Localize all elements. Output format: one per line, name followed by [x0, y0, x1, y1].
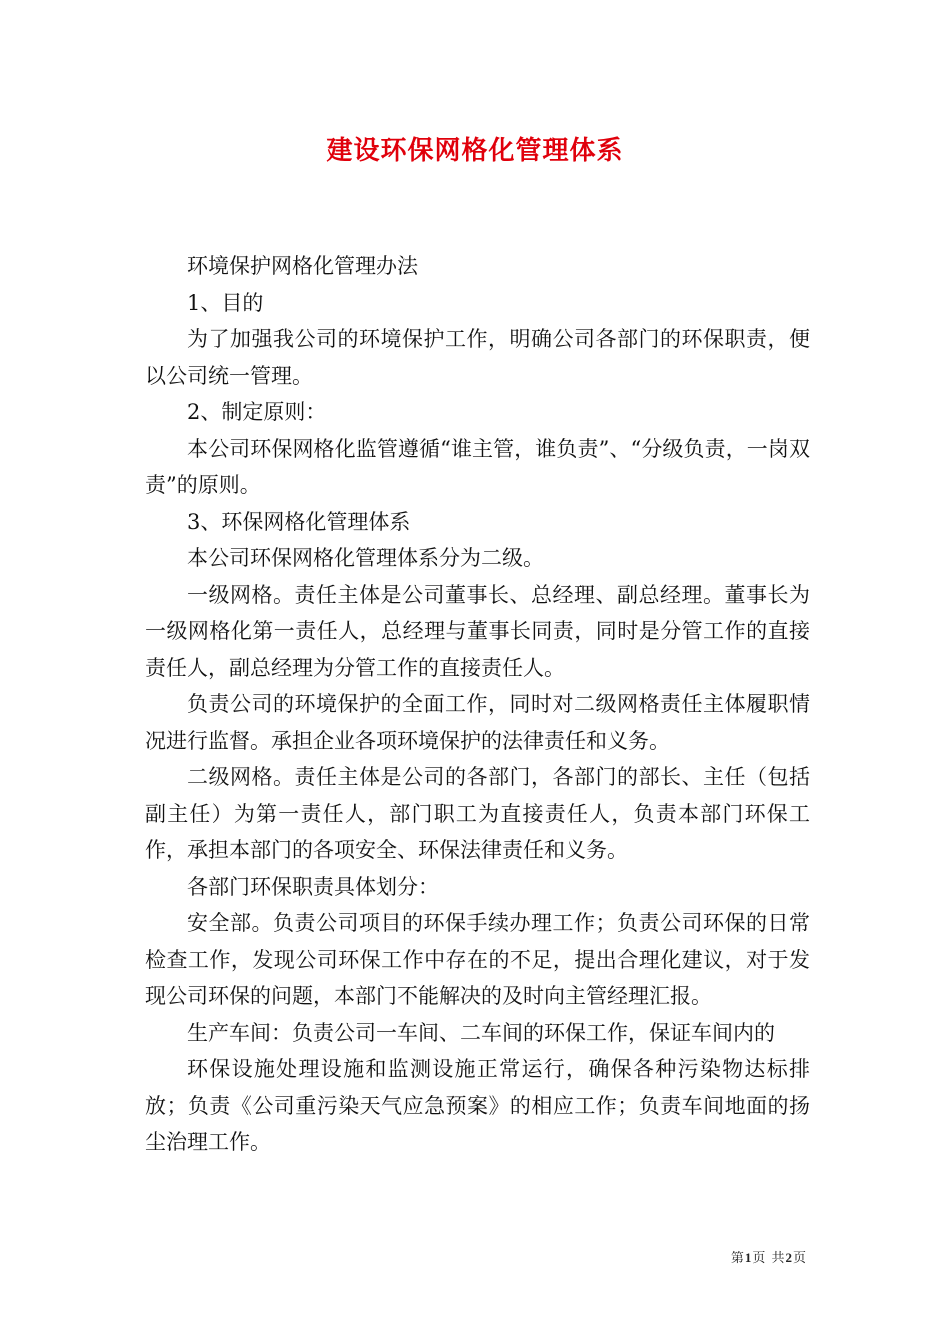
page-footer	[731, 1247, 807, 1266]
paragraph-division-heading: 各部门环保职责具体划分：	[187, 874, 439, 899]
document-title: 建设环保网格化管理体系	[326, 136, 624, 166]
footer-page-number: 1	[744, 1250, 753, 1265]
footer-prefix: 第	[730, 1251, 745, 1266]
paragraph-workshop: 生产车间：负责公司一车间、二车间的环保工作，保证车间内的	[187, 1020, 775, 1045]
paragraph-level-two: 二级网格。责任主体是公司的各部门，各部门的部长、主任（包括副主任）为第一责任人，部门职工为直接责任人，负责本部门环保工作，承担本部门的各项安全、环保法律责任和义务。	[145, 765, 810, 862]
footer-total-pages: 2	[785, 1250, 793, 1265]
paragraph-purpose: 为了加强我公司的环境保护工作，明确公司各部门的环保职责，便以公司统一管理。	[145, 327, 810, 388]
paragraph-section-2: 2、制定原则：	[187, 400, 327, 424]
paragraph-workshop-continued: 环保设施处理设施和监测设施正常运行，确保各种污染物达标排放；负责《公司重污染天气应急预案》的相应工作；负责车间地面的扬尘治理工作。	[145, 1057, 810, 1154]
paragraph-level-one-duties: 负责公司的环境保护的全面工作，同时对二级网格责任主体履职情况进行监督。承担企业各项环境保护的法律责任和义务。	[145, 692, 810, 753]
paragraph-section-1: 1、目的	[187, 290, 264, 315]
footer-middle: 页 共	[752, 1251, 786, 1266]
document-body	[145, 248, 810, 1161]
paragraph-section-3: 3、环保网格化管理体系	[187, 509, 411, 534]
paragraph-heading: 环境保护网格化管理办法	[187, 254, 418, 278]
paragraph-system-levels: 本公司环保网格化管理体系分为二级。	[187, 546, 544, 570]
paragraph-principle: 本公司环保网格化监管遵循“谁主管，谁负责”、“分级负责，一岗双责”的原则。	[145, 436, 810, 497]
paragraph-safety-dept: 安全部。负责公司项目的环保手续办理工作；负责公司环保的日常检查工作，发现公司环保工作中存在的不足，提出合理化建议，对于发现公司环保的问题，本部门不能解决的及时向主管经理汇报。	[145, 911, 810, 1008]
paragraph-level-one: 一级网格。责任主体是公司董事长、总经理、副总经理。董事长为一级网格化第一责任人，总经理与董事长同责，同时是分管工作的直接责任人，副总经理为分管工作的直接责任人。	[145, 582, 810, 680]
footer-suffix: 页	[792, 1251, 807, 1266]
